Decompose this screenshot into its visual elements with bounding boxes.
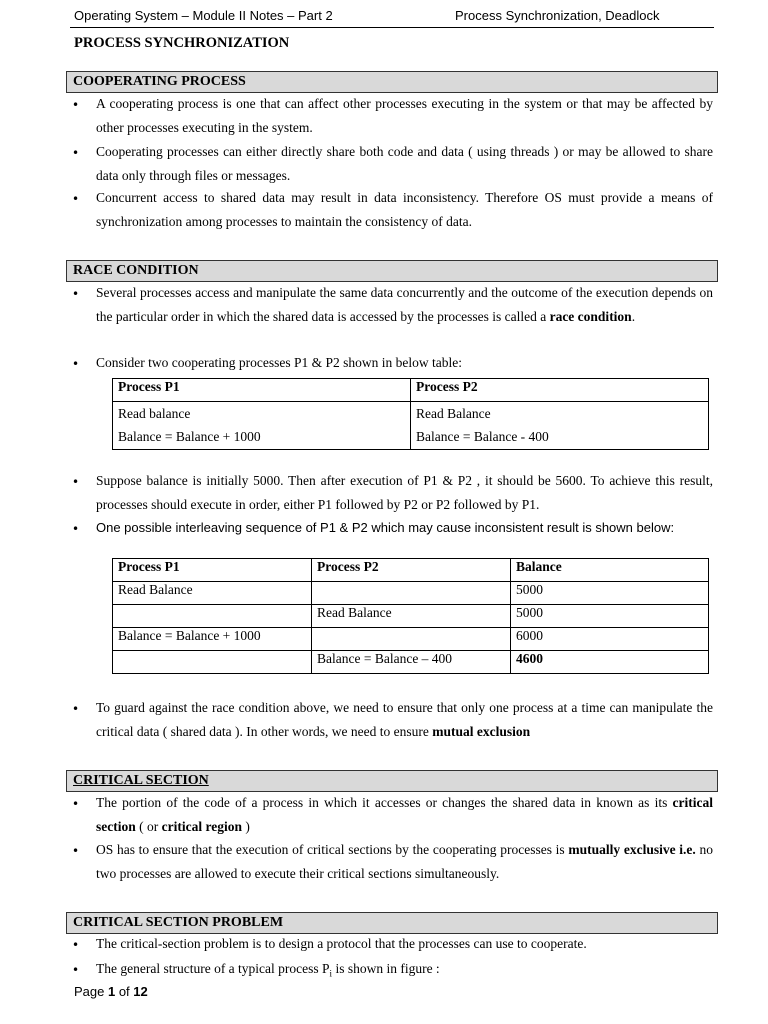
table-cell	[113, 651, 312, 674]
bullet-icon: •	[72, 963, 80, 977]
page-number: Page 1 of 12	[74, 984, 148, 999]
table-header: Process P1	[113, 559, 312, 582]
bullet-icon: •	[72, 475, 80, 489]
table-cell-bold: 4600	[511, 651, 709, 674]
table-header: Balance	[511, 559, 709, 582]
cooperating-bullet-1: A cooperating process is one that can affect other processes executing in the system or that may be affected by other processes executing in the system.	[96, 96, 713, 135]
table-header: Process P2	[312, 559, 511, 582]
table-cell: 5000	[511, 605, 709, 628]
race-bullet-1: Several processes access and manipulate the same data concurrently and the outcome of the execution depends on the particular order in which the shared data is accessed by the processes is called a race condition.	[96, 285, 713, 324]
table-header: Process P1	[113, 379, 411, 402]
table-cell: Read Balance	[113, 582, 312, 605]
problem-bullet-2: The general structure of a typical process $P_i$ is shown in figure :	[96, 961, 440, 979]
table-cell: 5000	[511, 582, 709, 605]
critical-bullet-1: The portion of the code of a process in which it accesses or changes the shared data in known as its critical section ( or critical region )	[96, 795, 713, 834]
bullet-icon: •	[72, 98, 80, 112]
section-heading-critical-section: CRITICAL SECTION	[66, 770, 718, 792]
section-heading-critical-section-problem: CRITICAL SECTION PROBLEM	[66, 912, 718, 934]
table-cell	[113, 605, 312, 628]
running-header-right: Process Synchronization, Deadlock	[455, 8, 660, 23]
page-title: PROCESS SYNCHRONIZATION	[74, 35, 290, 51]
table-cell: Balance = Balance + 1000	[113, 628, 312, 651]
bullet-icon: •	[72, 192, 80, 206]
interleaving-table	[112, 558, 709, 674]
table-cell: Read Balance	[312, 605, 511, 628]
table-cell	[312, 582, 511, 605]
table-cell: Balance = Balance – 400	[312, 651, 511, 674]
bullet-icon: •	[72, 844, 80, 858]
bullet-icon: •	[72, 522, 80, 536]
cooperating-bullet-2: Cooperating processes can either directly share both code and data ( using threads ) or may be allowed to share data only through files or messages.	[96, 144, 713, 183]
bullet-icon: •	[72, 938, 80, 952]
table-header: Process P2	[411, 379, 709, 402]
cooperating-bullet-3: Concurrent access to shared data may result in data inconsistency. Therefore OS must provide a means of synchronization among processes to maintain the consistency of data.	[96, 190, 713, 229]
bullet-icon: •	[72, 146, 80, 160]
process-table	[112, 378, 709, 450]
race-bullet-5: To guard against the race condition above, we need to ensure that only one process at a time can manipulate the critical data ( shared data ). In other words, we need to ensure mutual exclusion	[96, 700, 713, 739]
bullet-icon: •	[72, 797, 80, 811]
section-heading-race-condition: RACE CONDITION	[66, 260, 718, 282]
table-cell: Read Balance Balance = Balance - 400	[411, 402, 709, 450]
bullet-icon: •	[72, 287, 80, 301]
section-heading-cooperating: COOPERATING PROCESS	[66, 71, 718, 93]
critical-bullet-2: OS has to ensure that the execution of critical sections by the cooperating processes is mutually exclusive i.e. no two processes are allowed to execute their critical sections simultaneously.	[96, 842, 713, 881]
race-bullet-2: Consider two cooperating processes P1 & P2 shown in below table:	[96, 355, 462, 370]
race-bullet-3: Suppose balance is initially 5000. Then after execution of P1 & P2 , it should be 5600. To achieve this result, processes should execute in order, either P1 followed by P2 or P2 followed by P1.	[96, 473, 713, 512]
problem-bullet-1: The critical-section problem is to design a protocol that the processes can use to cooperate.	[96, 936, 587, 951]
header-divider	[70, 27, 714, 28]
table-cell: 6000	[511, 628, 709, 651]
race-bullet-4: One possible interleaving sequence of P1 & P2 which may cause inconsistent result is shown below:	[96, 520, 675, 535]
table-cell: Read balance Balance = Balance + 1000	[113, 402, 411, 450]
table-cell	[312, 628, 511, 651]
bullet-icon: •	[72, 702, 80, 716]
bullet-icon: •	[72, 357, 80, 371]
running-header-left: Operating System – Module II Notes – Part 2	[74, 8, 333, 23]
